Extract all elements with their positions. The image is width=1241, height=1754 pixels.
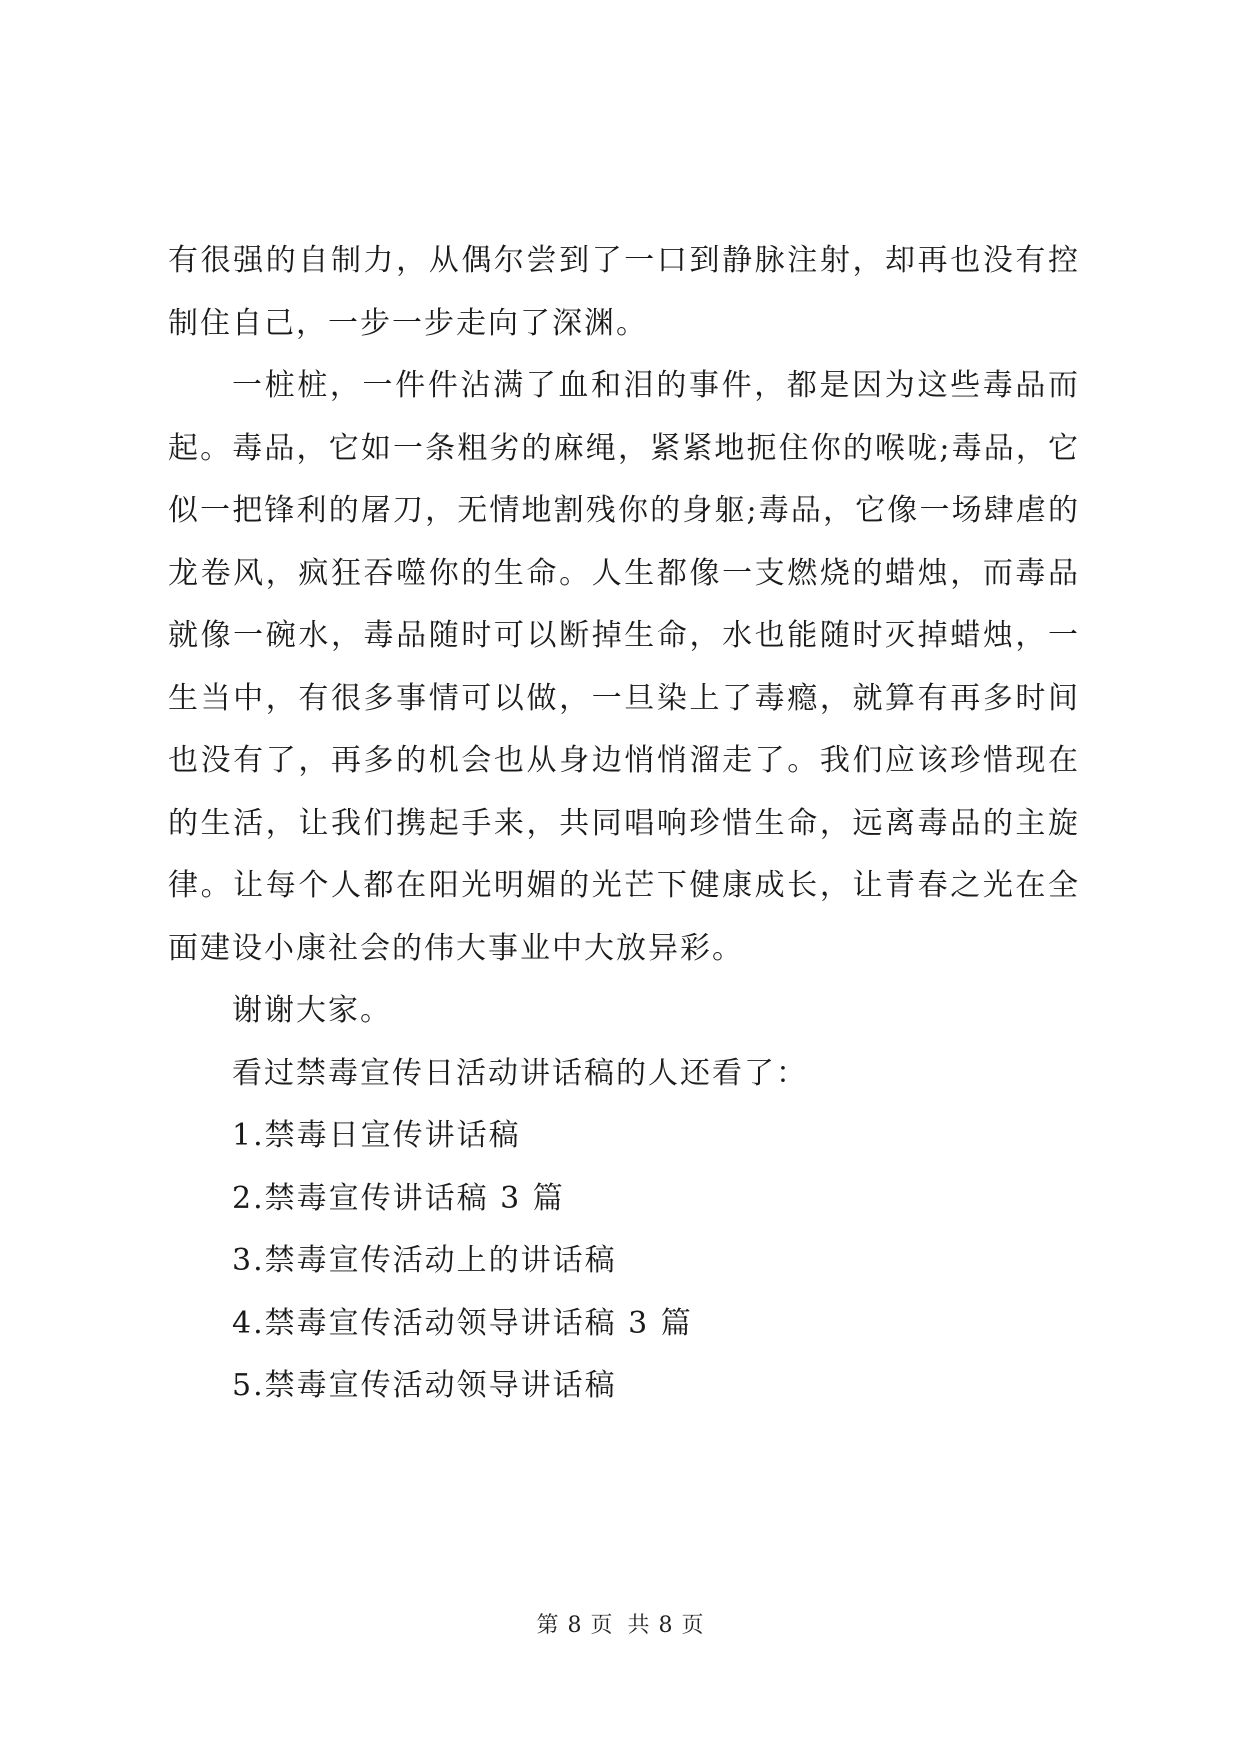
paragraph-continuation: 有很强的自制力，从偶尔尝到了一口到静脉注射，却再也没有控制住自己，一步一步走向了深渊。 <box>168 243 1080 341</box>
page-number-total: 共 8 页 <box>627 1613 705 1638</box>
related-item[interactable]: 1.禁毒日宣传讲话稿 <box>232 1118 521 1153</box>
paragraph-thanks: 谢谢大家。 <box>232 993 392 1028</box>
related-list <box>168 1105 1080 1418</box>
paragraph-main: 一桩桩，一件件沾满了血和泪的事件，都是因为这些毒品而起。毒品，它如一条粗劣的麻绳，紧紧地扼住你的喉咙;毒品，它似一把锋利的屠刀，无情地割残你的身躯;毒品，它像一场肆虐的龙卷风，疯狂吞噬你的生命。人生都像一支燃烧的蜡烛，而毒品就像一碗水，毒品随时可以断掉生命，水也能随时灭掉蜡烛，一生当中，有很多事情可以做，一旦染上了毒瘾，就算有再多时间也没有了，再多的机会也从身边悄悄溜走了。我们应该珍惜现在的生活，让我们携起手来，共同唱响珍惜生命，远离毒品的主旋律。让每个人都在阳光明媚的光芒下健康成长，让青春之光在全面建设小康社会的伟大事业中大放异彩。 <box>168 368 1080 966</box>
related-item[interactable]: 2.禁毒宣传讲话稿 3 篇 <box>232 1180 565 1216</box>
related-item[interactable]: 4.禁毒宣传活动领导讲话稿 3 篇 <box>232 1305 693 1341</box>
document-body <box>168 230 1080 1418</box>
related-item[interactable]: 3.禁毒宣传活动上的讲话稿 <box>232 1243 617 1278</box>
page-number-current: 第 8 页 <box>536 1613 614 1638</box>
related-item[interactable]: 5.禁毒宣传活动领导讲话稿 <box>232 1368 617 1403</box>
page-footer <box>0 1608 1241 1639</box>
related-heading: 看过禁毒宣传日活动讲话稿的人还看了： <box>232 1055 808 1091</box>
